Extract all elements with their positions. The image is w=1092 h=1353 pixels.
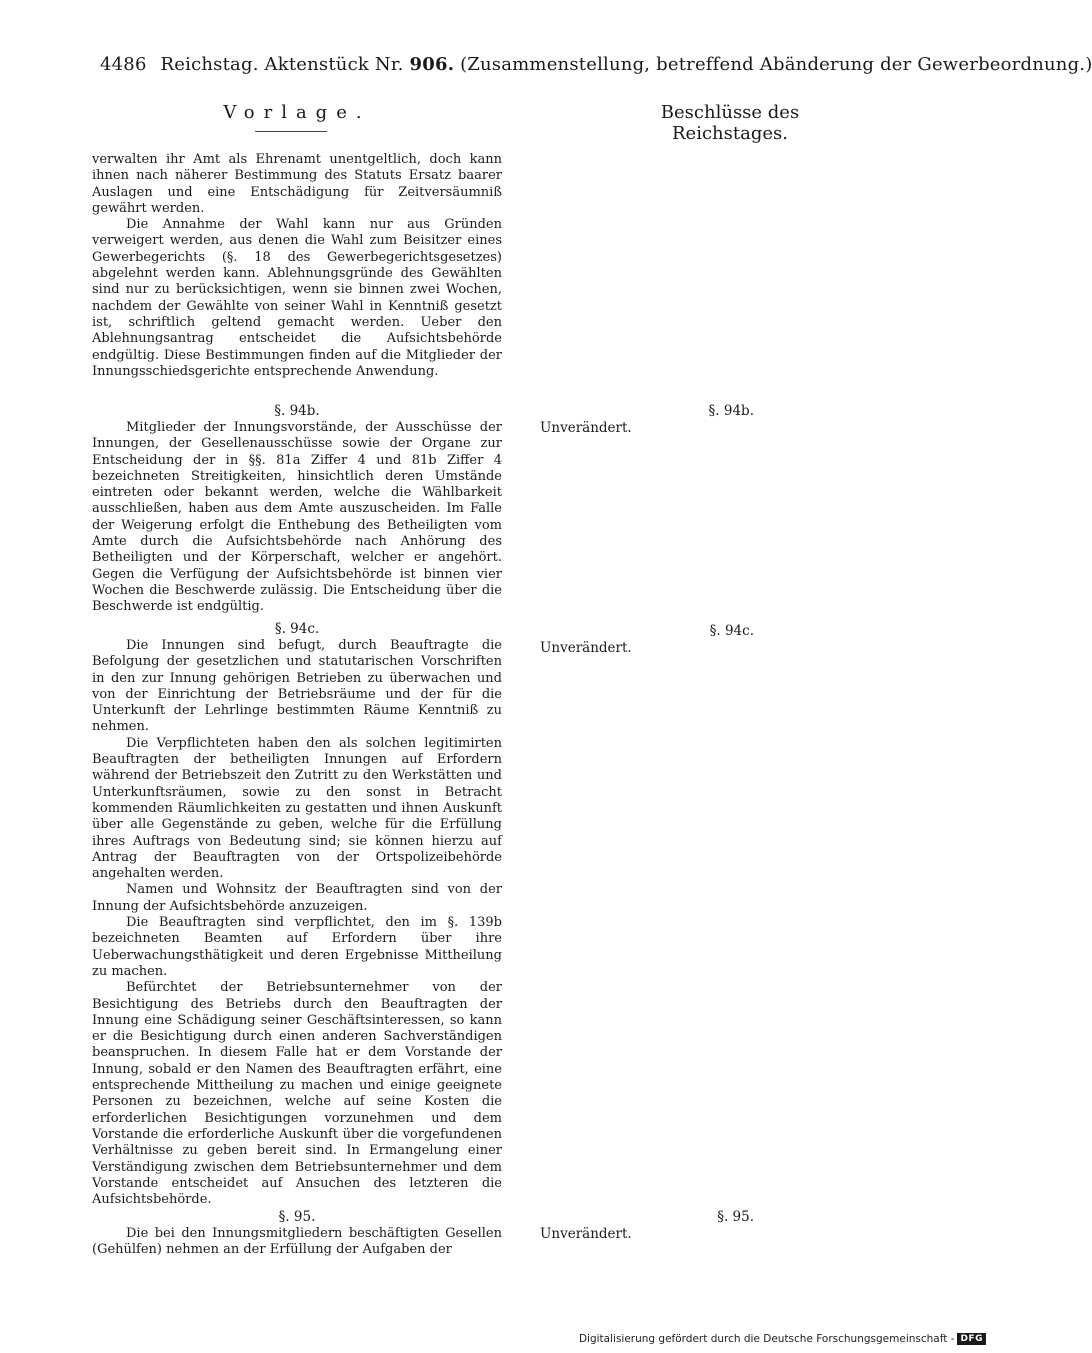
document-number: 906. bbox=[409, 54, 455, 75]
resolution-95 bbox=[540, 1208, 850, 1242]
page-header bbox=[100, 54, 1092, 75]
section-heading: §. 94b. bbox=[708, 403, 754, 419]
paragraph: Namen und Wohnsitz der Beauftragten sind von der Innung der Aufsichtsbehörde anzuzeigen. bbox=[92, 882, 502, 914]
paragraph: Die Beauftragten sind verpflichtet, den im §. 139b bezeichneten Beamten auf Erfordern über ihre Ueberwachungsthätigkeit und deren Ergebnisse Mittheilung zu machen. bbox=[92, 915, 502, 979]
footer-text: Digitalisierung gefördert durch die Deutsche Forschungsgemeinschaft - bbox=[578, 1333, 955, 1345]
resolution-94c bbox=[540, 622, 850, 656]
resolution-text: Unverändert. bbox=[540, 1226, 632, 1242]
page-number: 4486 bbox=[100, 54, 147, 75]
section-heading: §. 95. bbox=[717, 1209, 754, 1225]
column-title-vorlage: Vorlage. bbox=[223, 102, 371, 123]
paragraph: Mitglieder der Innungsvorstände, der Ausschüsse der Innungen, der Gesellenausschüsse sowie der Organe zur Entscheidung der in §§. 81a Ziffer 4 und 81b Ziffer 4 bezeichneten Streitigkeiten, hinsichtlich deren Umstände eintreten oder bekannt werden, welche die Wählbarkeit ausschließen, haben aus dem Amte auszuscheiden. Im Falle der Weigerung erfolgt die Enthebung des Betheiligten vom Amte durch die Aufsichtsbehörde nach Anhörung des Betheiligten und der Körperschaft, welcher er angehört. Gegen die Verfügung der Aufsichtsbehörde ist binnen vier Wochen die Beschwerde zulässig. Die Entscheidung über die Beschwerde ist endgültig. bbox=[92, 420, 502, 615]
section-95 bbox=[92, 1208, 502, 1259]
section-heading: §. 94b. bbox=[274, 403, 320, 419]
paragraph: Befürchtet der Betriebsunternehmer von der Besichtigung des Betriebs durch den Beauftragten der Innung eine Schädigung seiner Geschäftsinteressen, so kann er die Besichtigung durch einen anderen Sachverständigen beanspruchen. In diesem Falle hat er dem Vorstande der Innung, sobald er den Namen des Beauftragten erfährt, eine entsprechende Mittheilung zu machen und einige geeignete Personen zu bezeichnen, welche auf seine Kosten die erforderlichen Besichtigungen vorzunehmen und dem Vorstande die erforderliche Auskunft über die vorgefundenen Verhältnisse zu geben bereit sind. In Ermangelung einer Verständigung zwischen dem Betriebsunternehmer und dem Vorstande entscheidet auf Ansuchen des letzteren die Aufsichtsbehörde. bbox=[92, 980, 502, 1208]
left-column-intro bbox=[92, 152, 502, 380]
dfg-logo: DFG bbox=[957, 1333, 986, 1345]
section-94b bbox=[92, 402, 502, 616]
section-heading: §. 94c. bbox=[274, 621, 320, 637]
paragraph: Die bei den Innungsmitgliedern beschäftigten Gesellen (Gehülfen) nehmen an der Erfüllung der Aufgaben der bbox=[92, 1226, 502, 1258]
section-94c bbox=[92, 620, 502, 1208]
paragraph: Die Verpflichteten haben den als solchen legitimirten Beauftragten der betheiligten Innungen auf Erfordern während der Betriebszeit den Zutritt zu den Werkstätten und Unterkunftsräumen, sowie zu den sonst in Betracht kommenden Räumlichkeiten zu gestatten und ihnen Auskunft über alle Gegenstände zu geben, welche für die Erfüllung ihres Auftrags von Bedeutung sind; sie können hierzu auf Antrag der Beauftragten von der Ortspolizeibehörde angehalten werden. bbox=[92, 735, 502, 882]
title-rule bbox=[255, 131, 327, 132]
paragraph: verwalten ihr Amt als Ehrenamt unentgeltlich, doch kann ihnen nach näherer Bestimmung des Statuts Ersatz baarer Auslagen und eine Entschädigung für Zeitversäumniß gewährt werden. bbox=[92, 152, 502, 216]
resolution-94b bbox=[540, 402, 850, 436]
header-subtitle: (Zusammenstellung, betreffend Abänderung der Gewerbeordnung.) bbox=[460, 54, 1092, 75]
paragraph: Die Annahme der Wahl kann nur aus Gründen verweigert werden, aus denen die Wahl zum Beisitzer eines Gewerbegerichts (§. 18 des Gewerbegerichtsgesetzes) abgelehnt werden kann. Ablehnungsgründe des Gewählten sind nur zu berücksichtigen, wenn sie binnen zwei Wochen, nachdem der Gewählte von seiner Wahl in Kenntniß gesetzt ist, schriftlich geltend gemacht werden. Ueber den Ablehnungsantrag entscheidet die Aufsichtsbehörde endgültig. Diese Bestimmungen finden auf die Mitglieder der Innungsschiedsgerichte entsprechende Anwendung. bbox=[92, 217, 502, 379]
resolution-text: Unverändert. bbox=[540, 420, 632, 436]
footer-credit bbox=[579, 1333, 986, 1345]
paragraph: Die Innungen sind befugt, durch Beauftragte die Befolgung der gesetzlichen und statutarischen Vorschriften in den zur Innung gehörigen Betrieben zu überwachen und von der Einrichtung der Betriebsräume und der für die Unterkunft der Lehrlinge bestimmten Räume Kenntniß zu nehmen. bbox=[92, 638, 502, 735]
resolution-text: Unverändert. bbox=[540, 640, 632, 656]
column-title-beschluesse: Beschlüsse des Reichstages. bbox=[660, 102, 800, 144]
section-heading: §. 94c. bbox=[709, 623, 754, 639]
section-heading: §. 95. bbox=[278, 1209, 316, 1225]
header-title: Reichstag. Aktenstück Nr. bbox=[160, 54, 404, 75]
